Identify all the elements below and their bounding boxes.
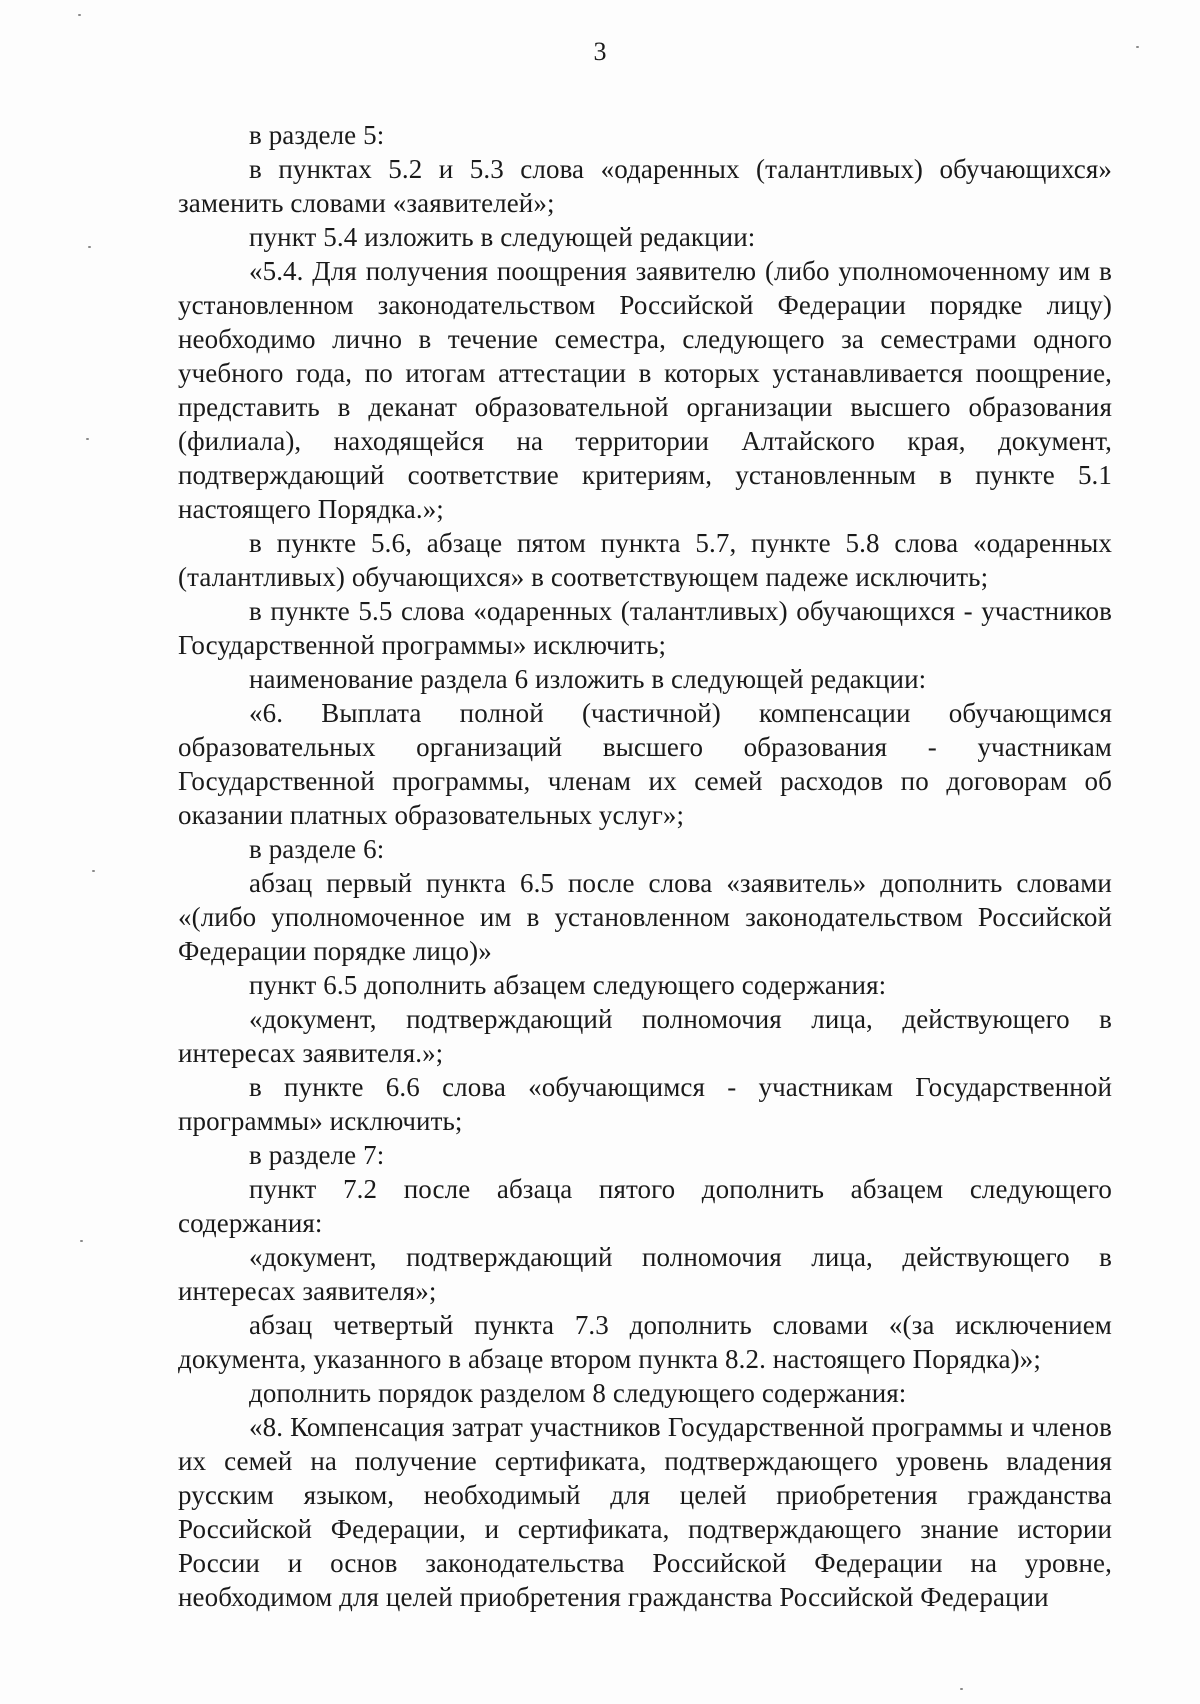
paragraph-8: «6. Выплата полной (частичной) компенсации обучающимся образовательных организаций высшего образования - участникам Государственной программы, членам их семей расходов по договорам об оказании платных образовательных услуг»; [178,698,1112,830]
paragraph-17: абзац четвертый пункта 7.3 дополнить словами «(за исключением документа, указанного в абзаце втором пункта 8.2. настоящего Порядка)»; [178,1310,1112,1374]
paragraph-1: в разделе 5: [249,120,385,150]
paragraph-11: пункт 6.5 дополнить абзацем следующего содержания: [249,970,887,1000]
paragraph-9: в разделе 6: [249,834,385,864]
paragraph-15: пункт 7.2 после абзаца пятого дополнить абзацем следующего содержания: [178,1174,1112,1238]
scan-speck [86,438,89,440]
scan-speck [80,1240,83,1242]
page-number: 3 [593,37,607,66]
paragraph-10: абзац первый пункта 6.5 после слова «заявитель» дополнить словами «(либо уполномоченное им в установленном законодательством Российской Федерации порядке лицо)» [178,868,1112,966]
scan-speck [960,1688,963,1690]
paragraph-3: пункт 5.4 изложить в следующей редакции: [249,222,756,252]
paragraph-19: «8. Компенсация затрат участников Государственной программы и членов их семей на получение сертификата, подтверждающего уровень владения русским языком, необходимый для целей приобретения гражданства Российской Федерации, и сертификата, подтверждающего знание истории России и основ законодательства Российской Федерации на уровне, необходимом для целей приобретения гражданства Российской Федерации [178,1412,1112,1612]
paragraph-4: «5.4. Для получения поощрения заявителю (либо уполномоченному им в установленном законодательством Российской Федерации порядке лицу) необходимо лично в течение семестра, следующего за семестрами одного учебного года, по итогам аттестации в которых устанавливается поощрение, представить в деканат образовательной организации высшего образования (филиала), находящейся на территории Алтайского края, документ, подтверждающий соответствие критериям, установленным в пункте 5.1 настоящего Порядка.»; [178,256,1112,524]
scan-speck [92,870,95,872]
document-body [178,118,1112,1614]
paragraph-13: в пункте 6.6 слова «обучающимся - участникам Государственной программы» исключить; [178,1072,1112,1136]
paragraph-6: в пункте 5.5 слова «одаренных (талантливых) обучающихся - участников Государственной программы» исключить; [178,596,1112,660]
paragraph-5: в пункте 5.6, абзаце пятом пункта 5.7, пункте 5.8 слова «одаренных (талантливых) обучающихся» в соответствующем падеже исключить; [178,528,1112,592]
paragraph-18: дополнить порядок разделом 8 следующего содержания: [249,1378,907,1408]
scan-speck [78,14,81,16]
scan-speck [1136,46,1139,48]
paragraph-2: в пунктах 5.2 и 5.3 слова «одаренных (талантливых) обучающихся» заменить словами «заявителей»; [178,154,1112,218]
paragraph-12: «документ, подтверждающий полномочия лица, действующего в интересах заявителя.»; [178,1004,1112,1068]
scan-speck [88,246,91,248]
paragraph-7: наименование раздела 6 изложить в следующей редакции: [249,664,927,694]
paragraph-14: в разделе 7: [249,1140,385,1170]
paragraph-16: «документ, подтверждающий полномочия лица, действующего в интересах заявителя»; [178,1242,1112,1306]
